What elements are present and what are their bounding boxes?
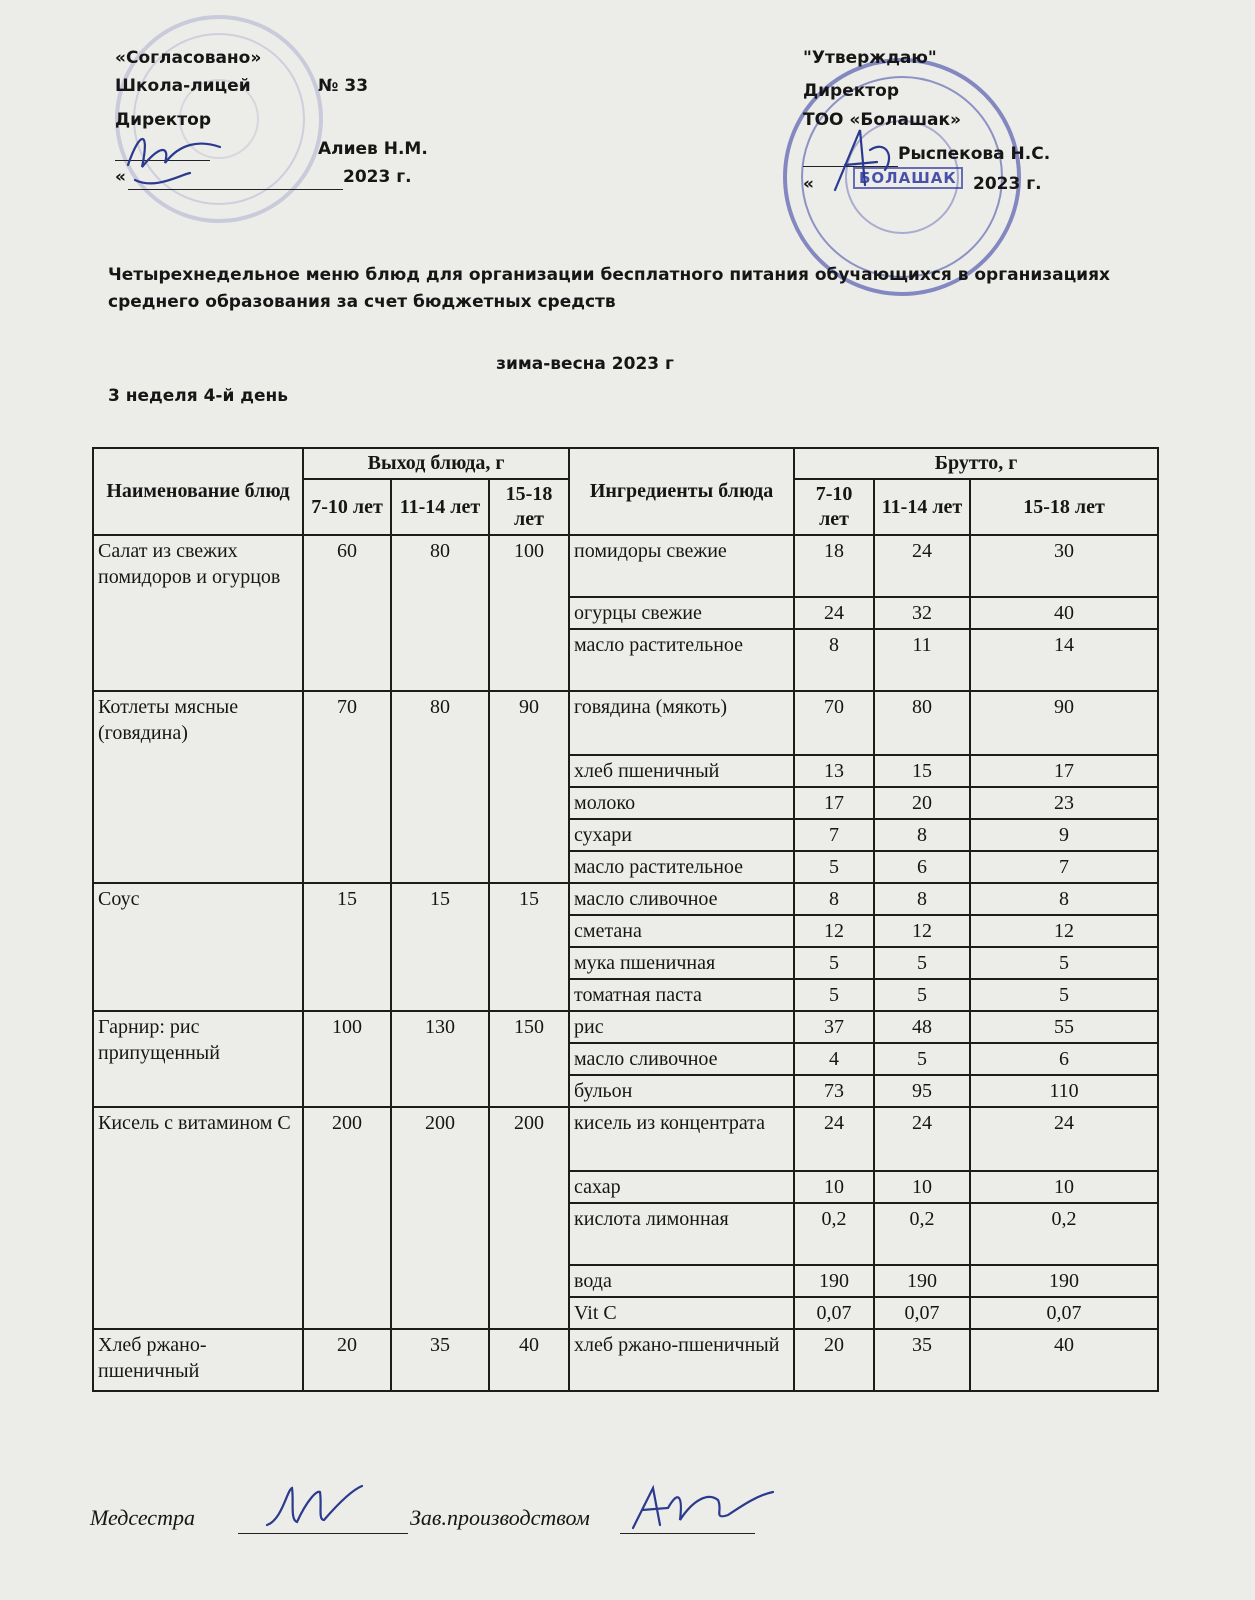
dish-name: Хлеб ржано-пшеничный (93, 1329, 303, 1391)
dish-output: 200 (391, 1107, 489, 1329)
brutto-value: 5 (874, 947, 970, 979)
brutto-value: 12 (794, 915, 874, 947)
brutto-value: 32 (874, 597, 970, 629)
dish-output: 35 (391, 1329, 489, 1391)
header-brutto-age-11-14: 11-14 лет (874, 479, 970, 535)
dish-name: Кисель с витамином С (93, 1107, 303, 1329)
ingredient-name: молоко (569, 787, 794, 819)
brutto-value: 24 (874, 1107, 970, 1171)
table-row (93, 1107, 1158, 1171)
brutto-value: 6 (970, 1043, 1158, 1075)
dish-output: 20 (303, 1329, 391, 1391)
brutto-value: 5 (874, 979, 970, 1011)
document-title: Четырехнедельное меню блюд для организации бесплатного питания обучающихся в организациях среднего образования за счет бюджетных средств (108, 265, 1110, 312)
brutto-value: 110 (970, 1075, 1158, 1107)
header-brutto-age-7-10: 7-10 лет (794, 479, 874, 535)
brutto-value: 0,2 (794, 1203, 874, 1265)
right-director-signature (815, 120, 905, 200)
brutto-value: 0,2 (970, 1203, 1158, 1265)
brutto-value: 11 (874, 629, 970, 691)
table-row (93, 883, 1158, 915)
brutto-value: 18 (794, 535, 874, 597)
brutto-value: 90 (970, 691, 1158, 755)
ingredient-name: говядина (мякоть) (569, 691, 794, 755)
brutto-value: 6 (874, 851, 970, 883)
ingredient-name: сметана (569, 915, 794, 947)
company-stamp-label: БОЛАШАК (853, 167, 963, 189)
season-label: зима-весна 2023 г (496, 354, 674, 374)
ingredient-name: сухари (569, 819, 794, 851)
brutto-value: 17 (970, 755, 1158, 787)
header-brutto: Брутто, г (794, 448, 1158, 479)
right-date-prefix: « (803, 174, 814, 194)
ingredient-name: рис (569, 1011, 794, 1043)
brutto-value: 35 (874, 1329, 970, 1391)
header-output-age-11-14: 11-14 лет (391, 479, 489, 535)
header-ingredients: Ингредиенты блюда (569, 448, 794, 535)
brutto-value: 23 (970, 787, 1158, 819)
left-director-name: Алиев Н.М. (318, 139, 428, 159)
dish-name: Гарнир: рис припущенный (93, 1011, 303, 1107)
ingredient-name: хлеб пшеничный (569, 755, 794, 787)
school-number: № 33 (318, 76, 369, 96)
dish-name: Салат из свежих помидоров и огурцов (93, 535, 303, 691)
header-brutto-age-15-18: 15-18 лет (970, 479, 1158, 535)
dish-output: 40 (489, 1329, 569, 1391)
ingredient-name: масло сливочное (569, 883, 794, 915)
dish-output: 200 (303, 1107, 391, 1329)
left-director-signature (120, 125, 230, 195)
brutto-value: 24 (970, 1107, 1158, 1171)
brutto-value: 40 (970, 1329, 1158, 1391)
brutto-value: 37 (794, 1011, 874, 1043)
right-org-name: ТОО «Болашак» (803, 110, 962, 130)
ingredient-name: кисель из концентрата (569, 1107, 794, 1171)
brutto-value: 12 (970, 915, 1158, 947)
dish-output: 150 (489, 1011, 569, 1107)
ingredient-name: бульон (569, 1075, 794, 1107)
right-director-name: Рыспекова Н.С. (898, 144, 1051, 164)
dish-output: 100 (489, 535, 569, 691)
ingredient-name: кислота лимонная (569, 1203, 794, 1265)
right-date-year: 2023 г. (973, 174, 1042, 194)
dish-output: 60 (303, 535, 391, 691)
header-output-age-15-18: 15-18 лет (489, 479, 569, 535)
dish-output: 80 (391, 691, 489, 883)
brutto-value: 73 (794, 1075, 874, 1107)
brutto-value: 190 (874, 1265, 970, 1297)
dish-output: 90 (489, 691, 569, 883)
agreed-label: «Согласовано» (115, 48, 262, 68)
dish-output: 130 (391, 1011, 489, 1107)
brutto-value: 40 (970, 597, 1158, 629)
ingredient-name: масло растительное (569, 629, 794, 691)
ingredient-name: Vit C (569, 1297, 794, 1329)
brutto-value: 80 (874, 691, 970, 755)
dish-output: 80 (391, 535, 489, 691)
left-date-year: 2023 г. (343, 167, 412, 187)
table-row (93, 1011, 1158, 1043)
brutto-value: 55 (970, 1011, 1158, 1043)
brutto-value: 4 (794, 1043, 874, 1075)
table-row (93, 1329, 1158, 1391)
brutto-value: 12 (874, 915, 970, 947)
table-row (93, 535, 1158, 597)
dish-name: Котлеты мясные (говядина) (93, 691, 303, 883)
brutto-value: 13 (794, 755, 874, 787)
brutto-value: 20 (874, 787, 970, 819)
school-label: Школа-лицей (115, 76, 251, 96)
ingredient-name: томатная паста (569, 979, 794, 1011)
brutto-value: 7 (970, 851, 1158, 883)
brutto-value: 5 (970, 979, 1158, 1011)
ingredient-name: сахар (569, 1171, 794, 1203)
brutto-value: 10 (874, 1171, 970, 1203)
ingredient-name: огурцы свежие (569, 597, 794, 629)
brutto-value: 10 (970, 1171, 1158, 1203)
dish-name: Соус (93, 883, 303, 1011)
brutto-value: 8 (794, 883, 874, 915)
left-date-prefix: « (115, 167, 126, 187)
brutto-value: 15 (874, 755, 970, 787)
right-director-label: Директор (803, 81, 899, 101)
brutto-value: 5 (794, 947, 874, 979)
header-dish: Наименование блюд (93, 448, 303, 535)
header-row-top (93, 448, 1158, 479)
left-director-label: Директор (115, 110, 211, 130)
brutto-value: 8 (874, 819, 970, 851)
brutto-value: 0,07 (874, 1297, 970, 1329)
ingredient-name: помидоры свежие (569, 535, 794, 597)
ingredient-name: хлеб ржано-пшеничный (569, 1329, 794, 1391)
brutto-value: 48 (874, 1011, 970, 1043)
dish-output: 70 (303, 691, 391, 883)
header-output-age-7-10: 7-10 лет (303, 479, 391, 535)
brutto-value: 17 (794, 787, 874, 819)
menu-table (92, 447, 1159, 1392)
brutto-value: 24 (794, 1107, 874, 1171)
brutto-value: 10 (794, 1171, 874, 1203)
approve-label: "Утверждаю" (803, 48, 937, 68)
brutto-value: 7 (794, 819, 874, 851)
brutto-value: 24 (874, 535, 970, 597)
ingredient-name: вода (569, 1265, 794, 1297)
production-signature (628, 1480, 778, 1535)
nurse-label: Медсестра (90, 1505, 195, 1530)
brutto-value: 8 (874, 883, 970, 915)
dish-output: 200 (489, 1107, 569, 1329)
brutto-value: 8 (794, 629, 874, 691)
dish-output: 15 (303, 883, 391, 1011)
dish-output: 15 (489, 883, 569, 1011)
ingredient-name: мука пшеничная (569, 947, 794, 979)
brutto-value: 5 (794, 979, 874, 1011)
brutto-value: 95 (874, 1075, 970, 1107)
dish-output: 15 (391, 883, 489, 1011)
ingredient-name: масло сливочное (569, 1043, 794, 1075)
brutto-value: 8 (970, 883, 1158, 915)
week-day-label: 3 неделя 4-й день (108, 386, 289, 406)
brutto-value: 0,07 (970, 1297, 1158, 1329)
brutto-value: 0,07 (794, 1297, 874, 1329)
brutto-value: 30 (970, 535, 1158, 597)
brutto-value: 5 (874, 1043, 970, 1075)
brutto-value: 70 (794, 691, 874, 755)
brutto-value: 9 (970, 819, 1158, 851)
brutto-value: 0,2 (874, 1203, 970, 1265)
table-row (93, 691, 1158, 755)
brutto-value: 24 (794, 597, 874, 629)
brutto-value: 14 (970, 629, 1158, 691)
brutto-value: 190 (970, 1265, 1158, 1297)
nurse-signature (262, 1480, 372, 1535)
brutto-value: 5 (970, 947, 1158, 979)
brutto-value: 5 (794, 851, 874, 883)
ingredient-name: масло растительное (569, 851, 794, 883)
dish-output: 100 (303, 1011, 391, 1107)
brutto-value: 190 (794, 1265, 874, 1297)
brutto-value: 20 (794, 1329, 874, 1391)
header-output: Выход блюда, г (303, 448, 569, 479)
production-label: Зав.производством (410, 1505, 590, 1530)
